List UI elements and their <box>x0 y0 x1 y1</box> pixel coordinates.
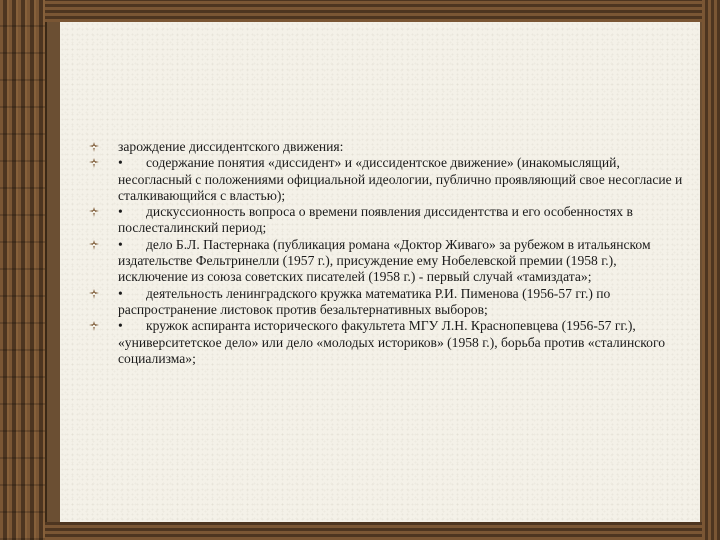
list-item-bullet: • <box>118 155 123 171</box>
list-item-text: дело Б.Л. Пастернака (публикация романа «Доктор Живаго» за рубежом в итальянском издательстве Фельтринелли (1957 г.), присуждение ему Нобелевской премии (1958 г.), исключение из союза советских писателей (1958 г.) - первый случай «тамиздата»; <box>118 236 651 285</box>
list-item-bullet: • <box>118 285 123 301</box>
list-item <box>89 237 684 286</box>
left-decorative-border <box>0 0 47 540</box>
slide-body <box>89 139 684 367</box>
list-item-text: зарождение диссидентского движения: <box>118 139 344 154</box>
list-item-bullet: • <box>118 236 123 252</box>
list-item-text: дискуссионность вопроса о времени появления диссидентства и его особенностях в послесталинский период; <box>118 204 633 236</box>
fleuron-cross-icon <box>89 207 99 217</box>
list-item-text: кружок аспиранта исторического факультета МГУ Л.Н. Краснопевцева (1956-57 гг.), «университетское дело» или дело «молодых историков» (1958 г.), борьба против «сталинского социализма»; <box>118 318 666 366</box>
list-item <box>89 286 684 319</box>
list-item <box>89 155 684 204</box>
fleuron-cross-icon <box>89 289 99 299</box>
list-item <box>89 318 684 367</box>
top-decorative-border <box>45 0 702 22</box>
right-decorative-border <box>702 0 720 540</box>
list-item-bullet: • <box>118 318 123 334</box>
fleuron-cross-icon <box>89 142 99 152</box>
fleuron-cross-icon <box>89 240 99 250</box>
bottom-decorative-border <box>45 522 702 540</box>
list-item-text: содержание понятия «диссидент» и «диссидентское движение» (инакомыслящий, несогласный с положениями официальной идеологии, публично проявляющий свое несогласие и сталкивающийся с властью); <box>118 155 683 203</box>
fleuron-cross-icon <box>89 321 99 331</box>
list-item-text: деятельность ленинградского кружка математика Р.И. Пименова (1956-57 гг.) по распространение листовок против безальтернативных выборов; <box>118 285 611 317</box>
list-item <box>89 139 684 155</box>
list-item <box>89 204 684 237</box>
list-item-bullet: • <box>118 204 123 220</box>
fleuron-cross-icon <box>89 158 99 168</box>
